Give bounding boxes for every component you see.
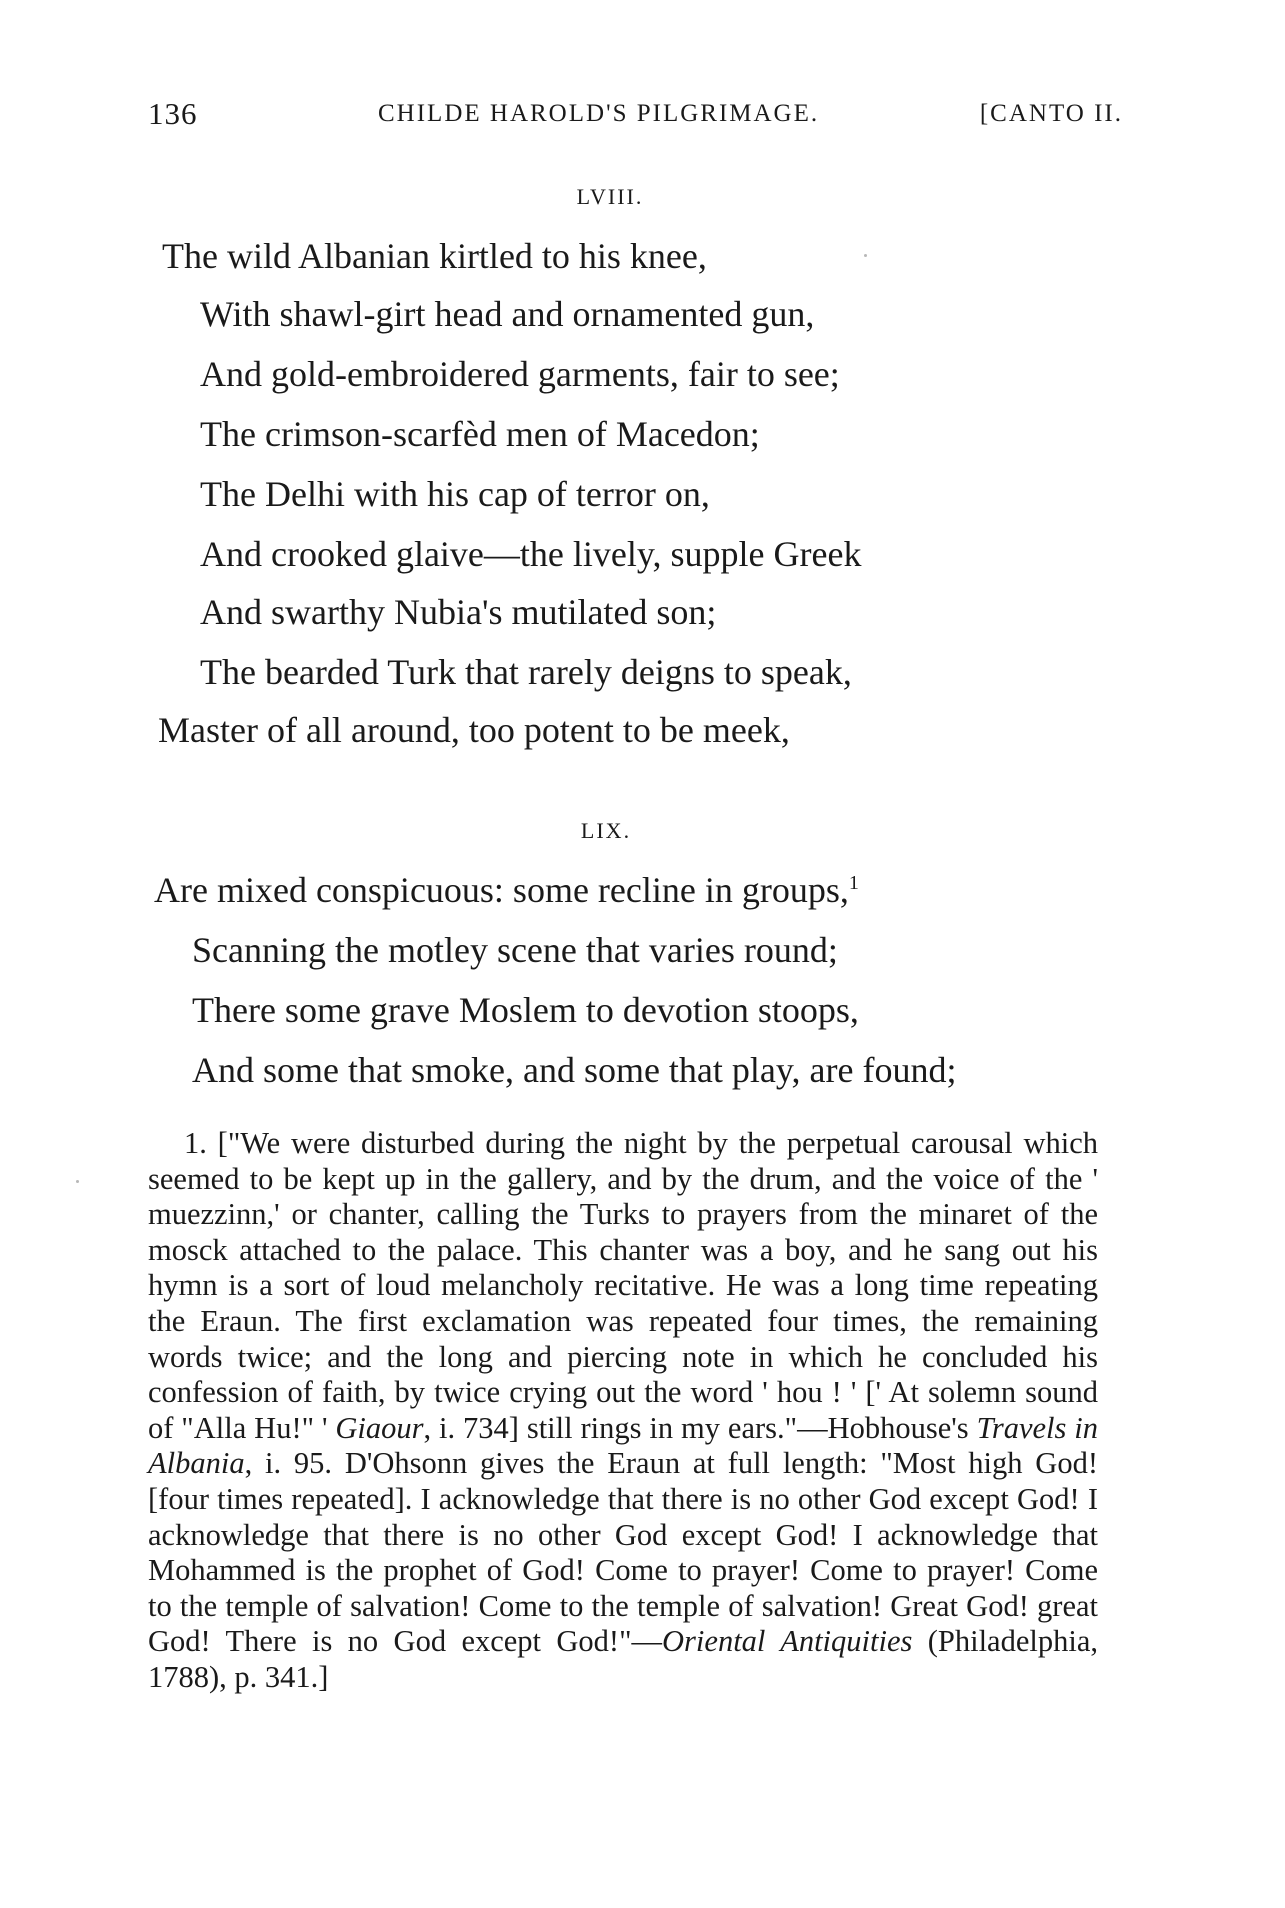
footnote-text-part: , i. 734] still rings in my ears."—Hobhouse's bbox=[423, 1410, 977, 1445]
paper-speck bbox=[864, 254, 867, 257]
footnote-text-part: (Philadelphia, 1788), p. 341.] bbox=[148, 1624, 1098, 1694]
verse-line bbox=[154, 872, 859, 908]
verse-line: The crimson-scarfèd men of Macedon; bbox=[200, 414, 760, 454]
stanza-number: LVIII. bbox=[576, 184, 644, 209]
footnote-marker: 1 bbox=[848, 872, 859, 894]
running-head bbox=[148, 96, 1123, 140]
verse-line: And swarthy Nubia's mutilated son; bbox=[200, 592, 717, 632]
footnote-italic-title: Oriental Antiquities bbox=[662, 1624, 913, 1659]
footnote-italic-title: Travels in Albania bbox=[148, 1410, 1099, 1481]
stanza-number: LIX. bbox=[580, 818, 632, 843]
footnote-text bbox=[148, 1126, 1098, 1696]
verse-line: Master of all around, too potent to be meek, bbox=[158, 710, 790, 750]
footnote-text-part: 1. ["We were disturbed during the night by the perpetual carousal which seemed to be kept up in the gallery, and by the drum, and the voice of the ' muezzinn,' or chanter, calling the Turks to prayers from the minaret of the mosck attached to the palace. This chanter was a boy, and he sang out his hymn is a sort of loud melancholy recitative. He was a long time repeating the Eraun. The first exclamation was repeated four times, the remaining words twice; and the long and piercing note in which he concluded his confession of faith, by twice crying out the word ' hou ! ' [' At solemn sound of "Alla Hu!" ' bbox=[148, 1126, 1098, 1445]
running-title: CHILDE HAROLD'S PILGRIMAGE. bbox=[378, 100, 820, 127]
verse-line: There some grave Moslem to devotion stoops, bbox=[192, 990, 859, 1030]
verse-line-text: Are mixed conspicuous: some recline in groups, bbox=[154, 870, 849, 910]
verse-line: With shawl-girt head and ornamented gun, bbox=[200, 294, 815, 334]
verse-line: The Delhi with his cap of terror on, bbox=[200, 474, 710, 514]
page-number: 136 bbox=[148, 96, 198, 131]
paper-speck bbox=[76, 1180, 79, 1183]
verse-line: And some that smoke, and some that play, are found; bbox=[192, 1050, 957, 1090]
verse-line: And gold-embroidered garments, fair to see; bbox=[200, 354, 840, 394]
footnote-text-part: , i. 95. D'Ohsonn gives the Eraun at full length: "Most high God! [four times repeated]. I acknowledge that there is no other God except God! I acknowledge that there is no other God except God! I acknowledge that Mohammed is the prophet of God! Come to prayer! Come to prayer! Come to the temple of salvation! Come to the temple of salvation! Great God! great God! There is no God except God!"— bbox=[148, 1446, 1098, 1659]
verse-line: And crooked glaive—the lively, supple Greek bbox=[200, 534, 862, 574]
verse-line: Scanning the motley scene that varies round; bbox=[192, 930, 838, 970]
footnote bbox=[148, 1126, 1098, 1696]
verse-line: The wild Albanian kirtled to his knee, bbox=[162, 236, 707, 276]
verse-line: The bearded Turk that rarely deigns to speak, bbox=[200, 652, 852, 692]
canto-label: [CANTO II. bbox=[979, 100, 1123, 127]
footnote-italic-title: Giaour bbox=[335, 1410, 424, 1445]
